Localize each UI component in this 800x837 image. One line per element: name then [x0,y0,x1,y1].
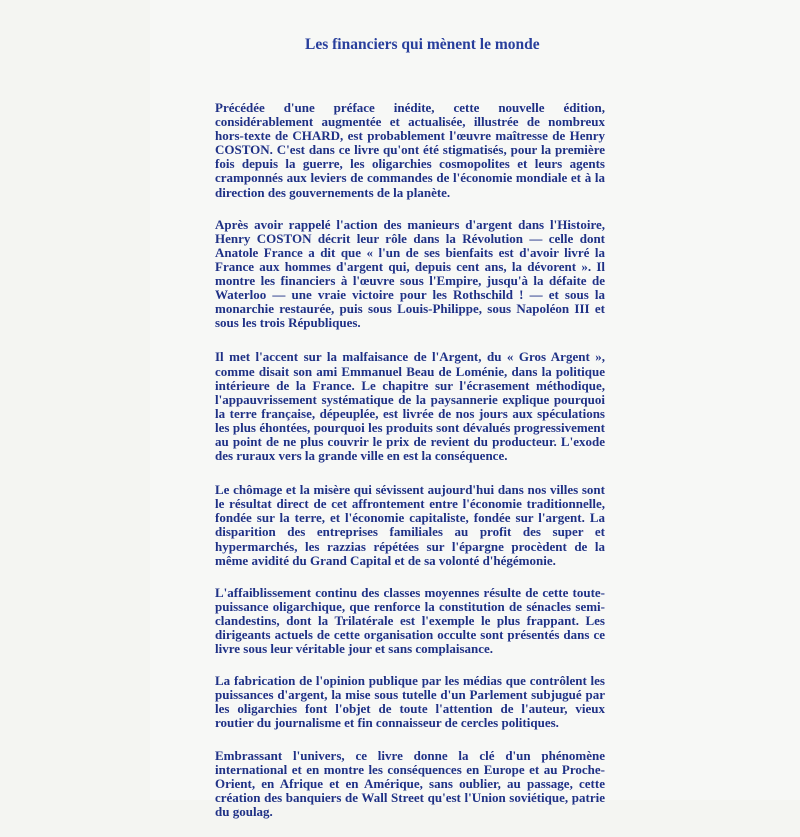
paragraph-7: Embrassant l'univers, ce livre donne la clé d'un phénomène international et en montre les conséquences en Europe et au Proche-Orient, en Afrique et en Amérique, sans oublier, au passage, cette création des banquiers de Wall Street qu'est l'Union soviétique, patrie du goulag. [215,747,605,819]
paragraph-5: L'affaiblissement continu des classes moyennes résulte de cette toute-puissance oligarchique, que renforce la constitution de sénacles semi-clandestins, dont la Trilatérale est l'exemple le plus frappant. Les dirigeants actuels de cette organisation occulte sont présentés dans ce livre sous leur véritable jour et sans complaisance. [215,584,605,657]
blurb-text [215,101,605,837]
paragraph-1: Précédée d'une préface inédite, cette nouvelle édition, considérablement augmentée et actualisée, illustrée de nombreux hors-texte de CHARD, est probablement l'œuvre maîtresse de Henry COSTON. C'est dans ce livre qu'ont été stigmatisés, pour la première fois depuis la guerre, les oligarchies cosmopolites et leurs agents cramponnés aux leviers de commandes de l'économie mondiale et à la direction des gouvernements de la planète. [215,100,605,200]
paragraph-2: Après avoir rappelé l'action des manieurs d'argent dans l'Histoire, Henry COSTON décrit leur rôle dans la Révolution — celle dont Anatole France a dit que « l'un de ses bienfaits est d'avoir livré la France aux hommes d'argent qui, depuis cent ans, la dévorent ». Il montre les financiers à l'œuvre sous l'Empire, jusqu'à la défaite de Waterloo — une vraie victoire pour les Rothschild ! — et sous la monarchie restaurée, puis sous Louis-Philippe, sous Napoléon III et sous les trois Républiques. [215,216,605,331]
book-title: Les financiers qui mènent le monde [305,36,540,53]
paragraph-3: Il met l'accent sur la malfaisance de l'Argent, du « Gros Argent », comme disait son ami Emmanuel Beau de Loménie, dans la politique intérieure de la France. Le chapitre sur l'écrasement méthodique, l'appauvrissement systématique de la paysannerie explique pourquoi la terre française, dépeuplée, est livrée de nos jours aux spéculations les plus éhontées, pourquoi les produits sont dévalués progressivement au point de ne plus couvrir le prix de revient du producteur. L'exode des ruraux vers la grande ville en est la conséquence. [215,349,605,464]
paragraph-6: La fabrication de l'opinion publique par les médias que contrôlent les puissances d'argent, la mise sous tutelle d'un Parlement subjugué par les oligarchies font l'objet de toute l'attention de l'auteur, vieux routier du journalisme et fin connaisseur de cercles politiques. [215,673,605,731]
paragraph-4: Le chômage et la misère qui sévissent aujourd'hui dans nos villes sont le résultat direct de cet affrontement entre l'économie traditionnelle, fondée sur la terre, et l'économie capitaliste, fondée sur l'argent. La disparition des entreprises familiales au profit des super et hypermarchés, les razzias répétées sur l'épargne procèdent de la même avidité du Grand Capital et de sa volonté d'hégémonie. [215,482,605,568]
